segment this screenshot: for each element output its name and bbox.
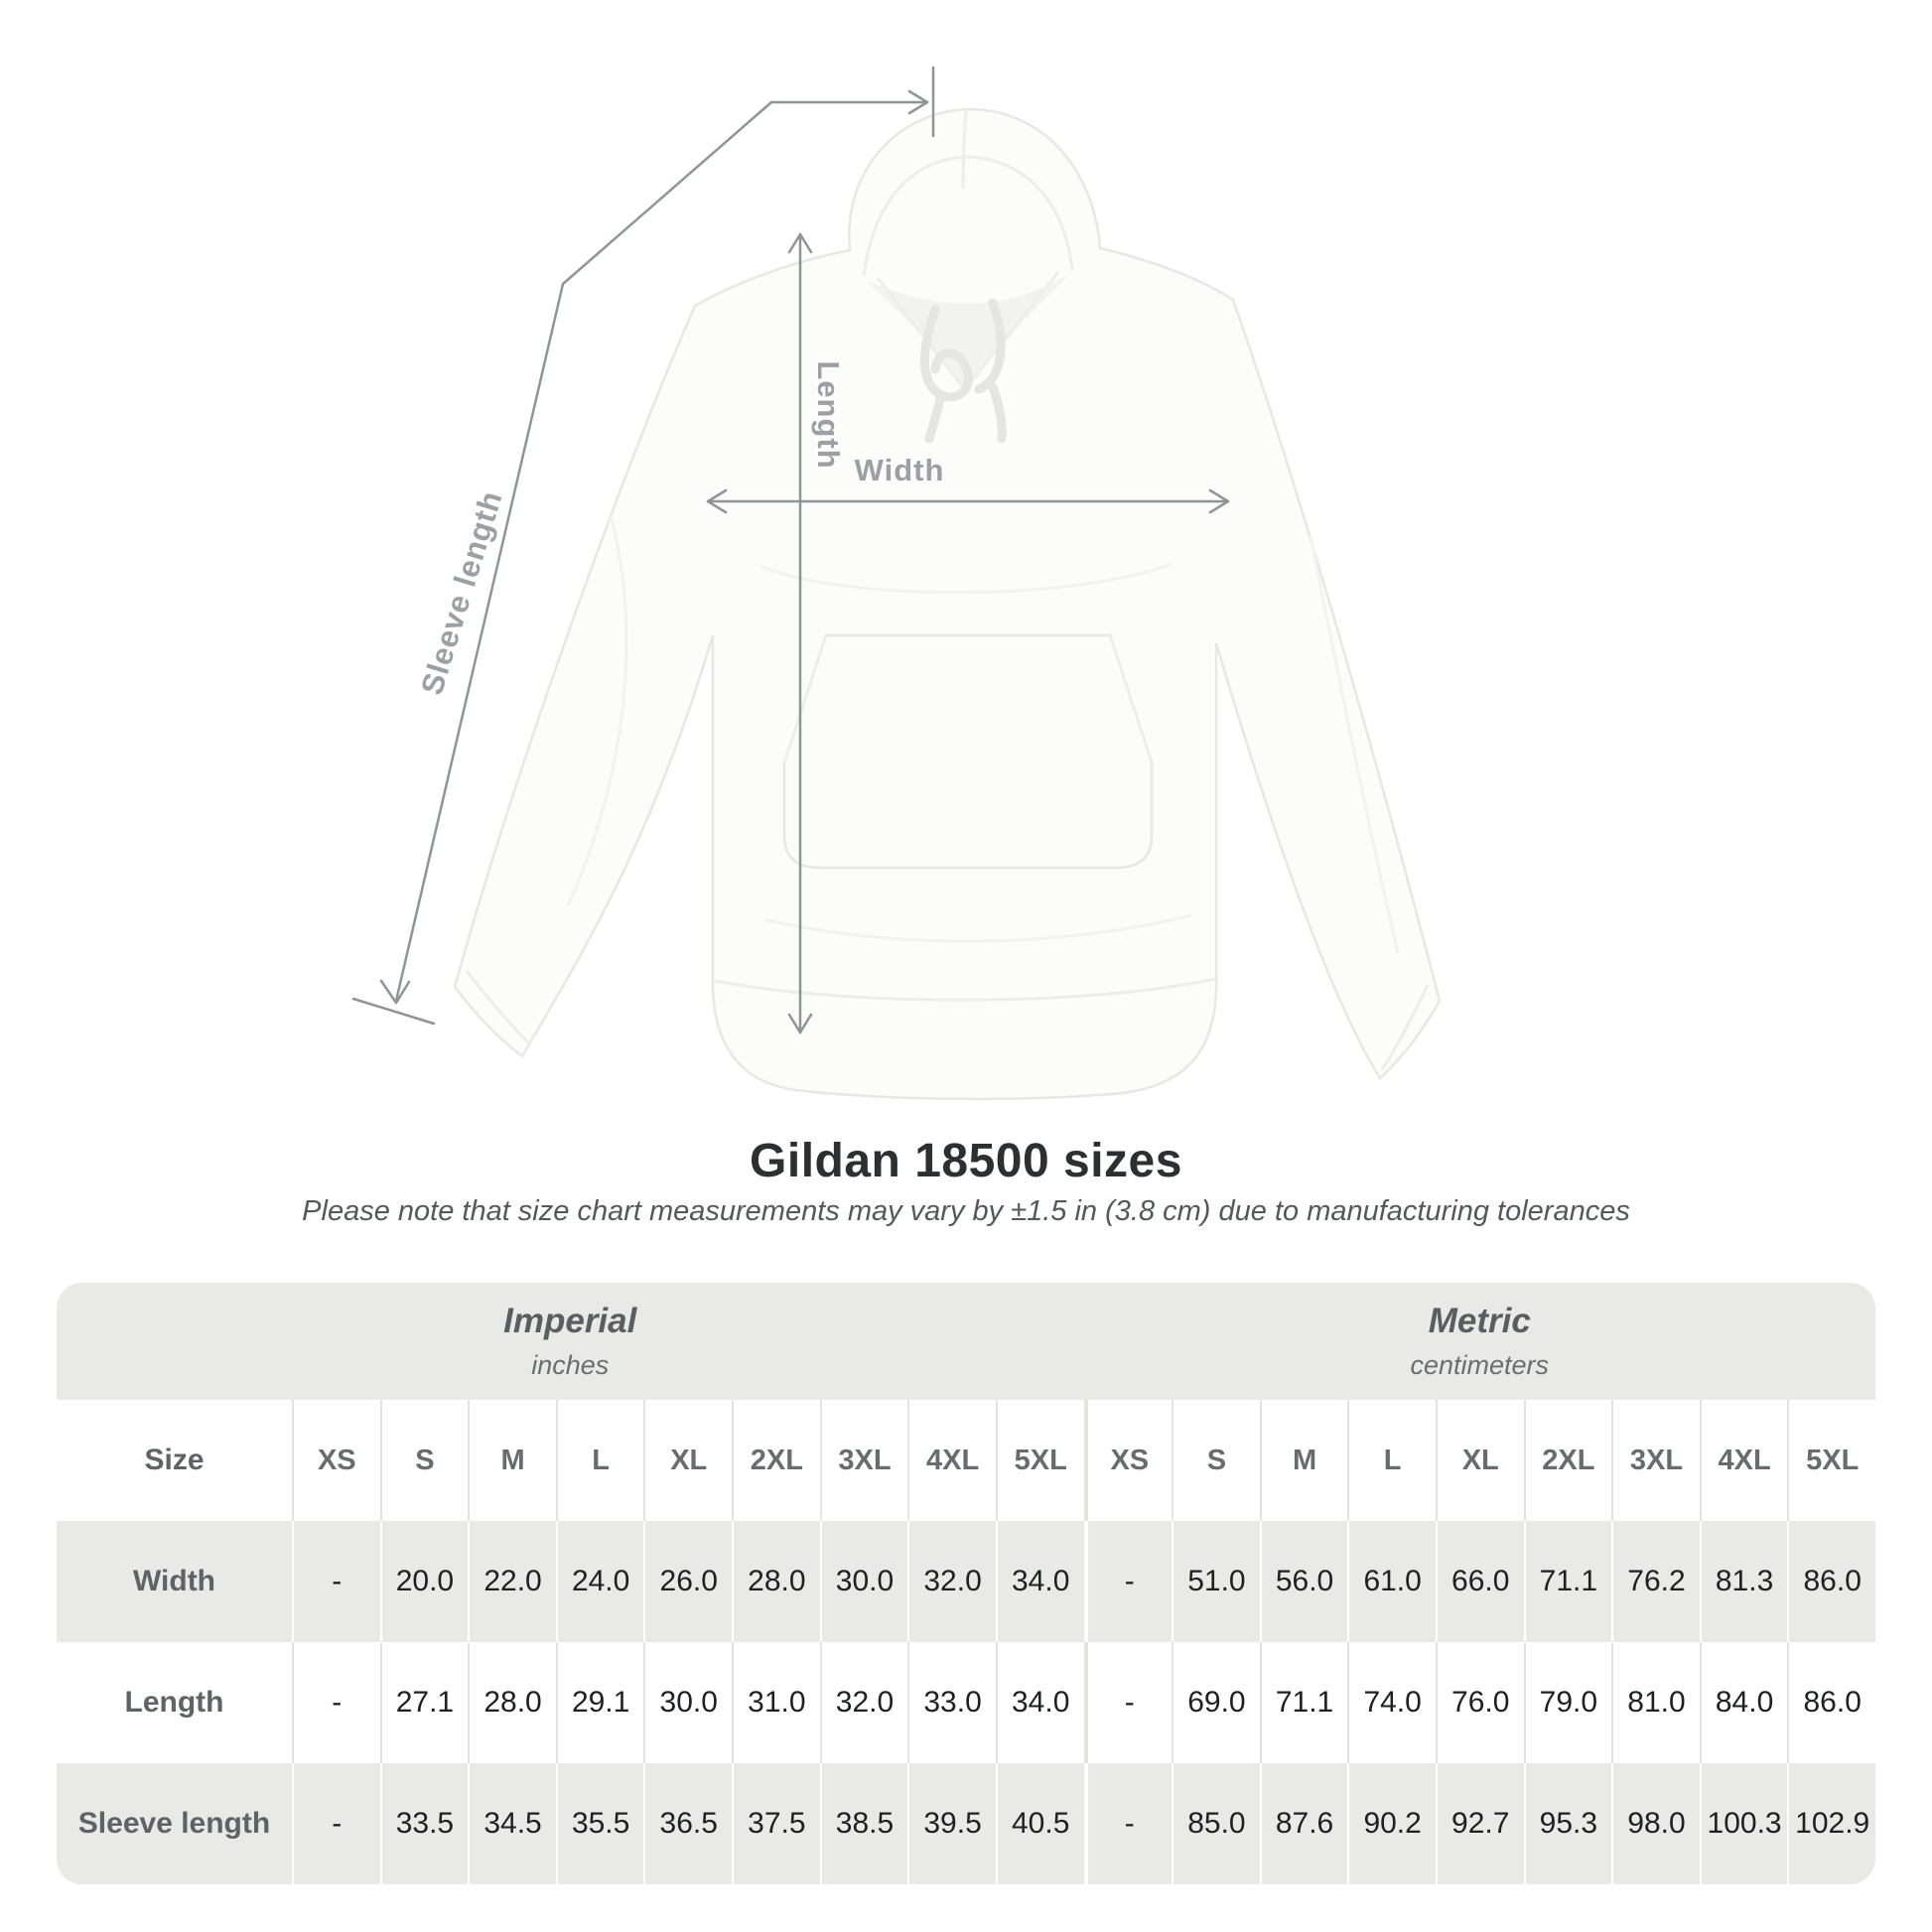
size-col-header: L bbox=[1347, 1400, 1436, 1521]
size-col-header: 4XL bbox=[907, 1400, 996, 1521]
width-imperial-value: 34.0 bbox=[996, 1521, 1084, 1642]
sleeve-metric-value: 87.6 bbox=[1260, 1763, 1348, 1884]
size-col-header: XS bbox=[292, 1400, 380, 1521]
length-metric-value: - bbox=[1084, 1642, 1173, 1763]
length-imperial-value: 33.0 bbox=[907, 1642, 996, 1763]
length-metric-value: 74.0 bbox=[1347, 1642, 1436, 1763]
sleeve-imperial-value: 39.5 bbox=[907, 1763, 996, 1884]
sleeve-metric-value: - bbox=[1084, 1763, 1173, 1884]
imperial-group-unit: inches bbox=[531, 1350, 610, 1380]
width-metric-value: 76.2 bbox=[1611, 1521, 1700, 1642]
hoodie-body bbox=[455, 109, 1440, 1099]
size-col-header: M bbox=[1260, 1400, 1348, 1521]
imperial-group-name: Imperial bbox=[503, 1302, 637, 1340]
sleeve-imperial-value: 35.5 bbox=[556, 1763, 644, 1884]
width-imperial-value: 26.0 bbox=[643, 1521, 732, 1642]
width-metric-value: 71.1 bbox=[1524, 1521, 1612, 1642]
length-metric-value: 76.0 bbox=[1436, 1642, 1524, 1763]
size-col-header: 2XL bbox=[732, 1400, 820, 1521]
length-row bbox=[57, 1642, 1875, 1763]
size-table bbox=[57, 1283, 1875, 1884]
size-col-header: S bbox=[380, 1400, 469, 1521]
width-row bbox=[57, 1521, 1875, 1642]
length-metric-value: 86.0 bbox=[1787, 1642, 1875, 1763]
size-header-row bbox=[57, 1400, 1875, 1521]
length-imperial-value: 28.0 bbox=[468, 1642, 556, 1763]
size-col-header: 3XL bbox=[820, 1400, 908, 1521]
length-imperial-value: 34.0 bbox=[996, 1642, 1084, 1763]
width-imperial-value: 28.0 bbox=[732, 1521, 820, 1642]
width-imperial-value: 30.0 bbox=[820, 1521, 908, 1642]
size-col-header: 5XL bbox=[1787, 1400, 1875, 1521]
width-metric-value: 61.0 bbox=[1347, 1521, 1436, 1642]
length-metric-value: 81.0 bbox=[1611, 1642, 1700, 1763]
length-imperial-value: 30.0 bbox=[643, 1642, 732, 1763]
size-col-header: 3XL bbox=[1611, 1400, 1700, 1521]
width-imperial-value: 32.0 bbox=[907, 1521, 996, 1642]
size-col-header: XL bbox=[643, 1400, 732, 1521]
row-label: Sleeve length bbox=[77, 1807, 271, 1840]
size-col-header: 5XL bbox=[996, 1400, 1084, 1521]
sleeve-length-label: Sleeve length bbox=[414, 486, 509, 699]
page-title: Gildan 18500 sizes bbox=[750, 1135, 1182, 1187]
sleeve-imperial-value: 37.5 bbox=[732, 1763, 820, 1884]
imperial-group-header bbox=[57, 1283, 1084, 1400]
sleeve-imperial-value: 38.5 bbox=[820, 1763, 908, 1884]
sleeve-metric-value: 98.0 bbox=[1611, 1763, 1700, 1884]
size-col-header: M bbox=[468, 1400, 556, 1521]
sleeve-imperial-value: - bbox=[292, 1763, 380, 1884]
width-metric-value: 81.3 bbox=[1700, 1521, 1788, 1642]
sleeve-imperial-value: 40.5 bbox=[996, 1763, 1084, 1884]
size-header-label: Size bbox=[144, 1444, 205, 1476]
size-col-header: XS bbox=[1084, 1400, 1173, 1521]
width-metric-value: 56.0 bbox=[1260, 1521, 1348, 1642]
sleeve-metric-value: 102.9 bbox=[1787, 1763, 1875, 1884]
length-imperial-value: - bbox=[292, 1642, 380, 1763]
width-label: Width bbox=[854, 453, 945, 487]
unit-group-header-row bbox=[57, 1283, 1875, 1400]
length-imperial-value: 29.1 bbox=[556, 1642, 644, 1763]
width-imperial-value: 22.0 bbox=[468, 1521, 556, 1642]
width-imperial-value: 20.0 bbox=[380, 1521, 469, 1642]
metric-group-name: Metric bbox=[1428, 1302, 1531, 1340]
row-label: Width bbox=[132, 1565, 216, 1597]
width-imperial-value: - bbox=[292, 1521, 380, 1642]
length-imperial-value: 32.0 bbox=[820, 1642, 908, 1763]
sleeve-imperial-value: 34.5 bbox=[468, 1763, 556, 1884]
sleeve-metric-value: 92.7 bbox=[1436, 1763, 1524, 1884]
hoodie-pocket bbox=[784, 635, 1152, 868]
hoodie-illustration bbox=[455, 109, 1440, 1099]
length-label: Length bbox=[811, 360, 846, 470]
page-subtitle: Please note that size chart measurements may vary by ±1.5 in (3.8 cm) due to manufacturing tolerances bbox=[302, 1195, 1630, 1227]
length-imperial-value: 31.0 bbox=[732, 1642, 820, 1763]
size-col-header: 4XL bbox=[1700, 1400, 1788, 1521]
sleeve-metric-value: 85.0 bbox=[1172, 1763, 1260, 1884]
metric-group-unit: centimeters bbox=[1410, 1350, 1550, 1380]
sleeve-imperial-value: 36.5 bbox=[643, 1763, 732, 1884]
size-col-header: S bbox=[1172, 1400, 1260, 1521]
metric-group-header bbox=[1084, 1283, 1876, 1400]
length-imperial-value: 27.1 bbox=[380, 1642, 469, 1763]
width-metric-value: 51.0 bbox=[1172, 1521, 1260, 1642]
sleeve-metric-value: 100.3 bbox=[1700, 1763, 1788, 1884]
length-metric-value: 79.0 bbox=[1524, 1642, 1612, 1763]
sleeve-imperial-value: 33.5 bbox=[380, 1763, 469, 1884]
width-imperial-value: 24.0 bbox=[556, 1521, 644, 1642]
sleeve-metric-value: 95.3 bbox=[1524, 1763, 1612, 1884]
length-metric-value: 69.0 bbox=[1172, 1642, 1260, 1763]
size-col-header: XL bbox=[1436, 1400, 1524, 1521]
size-col-header: L bbox=[556, 1400, 644, 1521]
width-metric-value: 86.0 bbox=[1787, 1521, 1875, 1642]
length-metric-value: 71.1 bbox=[1260, 1642, 1348, 1763]
sleeve-length-row bbox=[57, 1763, 1875, 1884]
sleeve-metric-value: 90.2 bbox=[1347, 1763, 1436, 1884]
width-metric-value: - bbox=[1084, 1521, 1173, 1642]
row-label: Length bbox=[124, 1686, 224, 1719]
length-metric-value: 84.0 bbox=[1700, 1642, 1788, 1763]
size-col-header: 2XL bbox=[1524, 1400, 1612, 1521]
width-metric-value: 66.0 bbox=[1436, 1521, 1524, 1642]
